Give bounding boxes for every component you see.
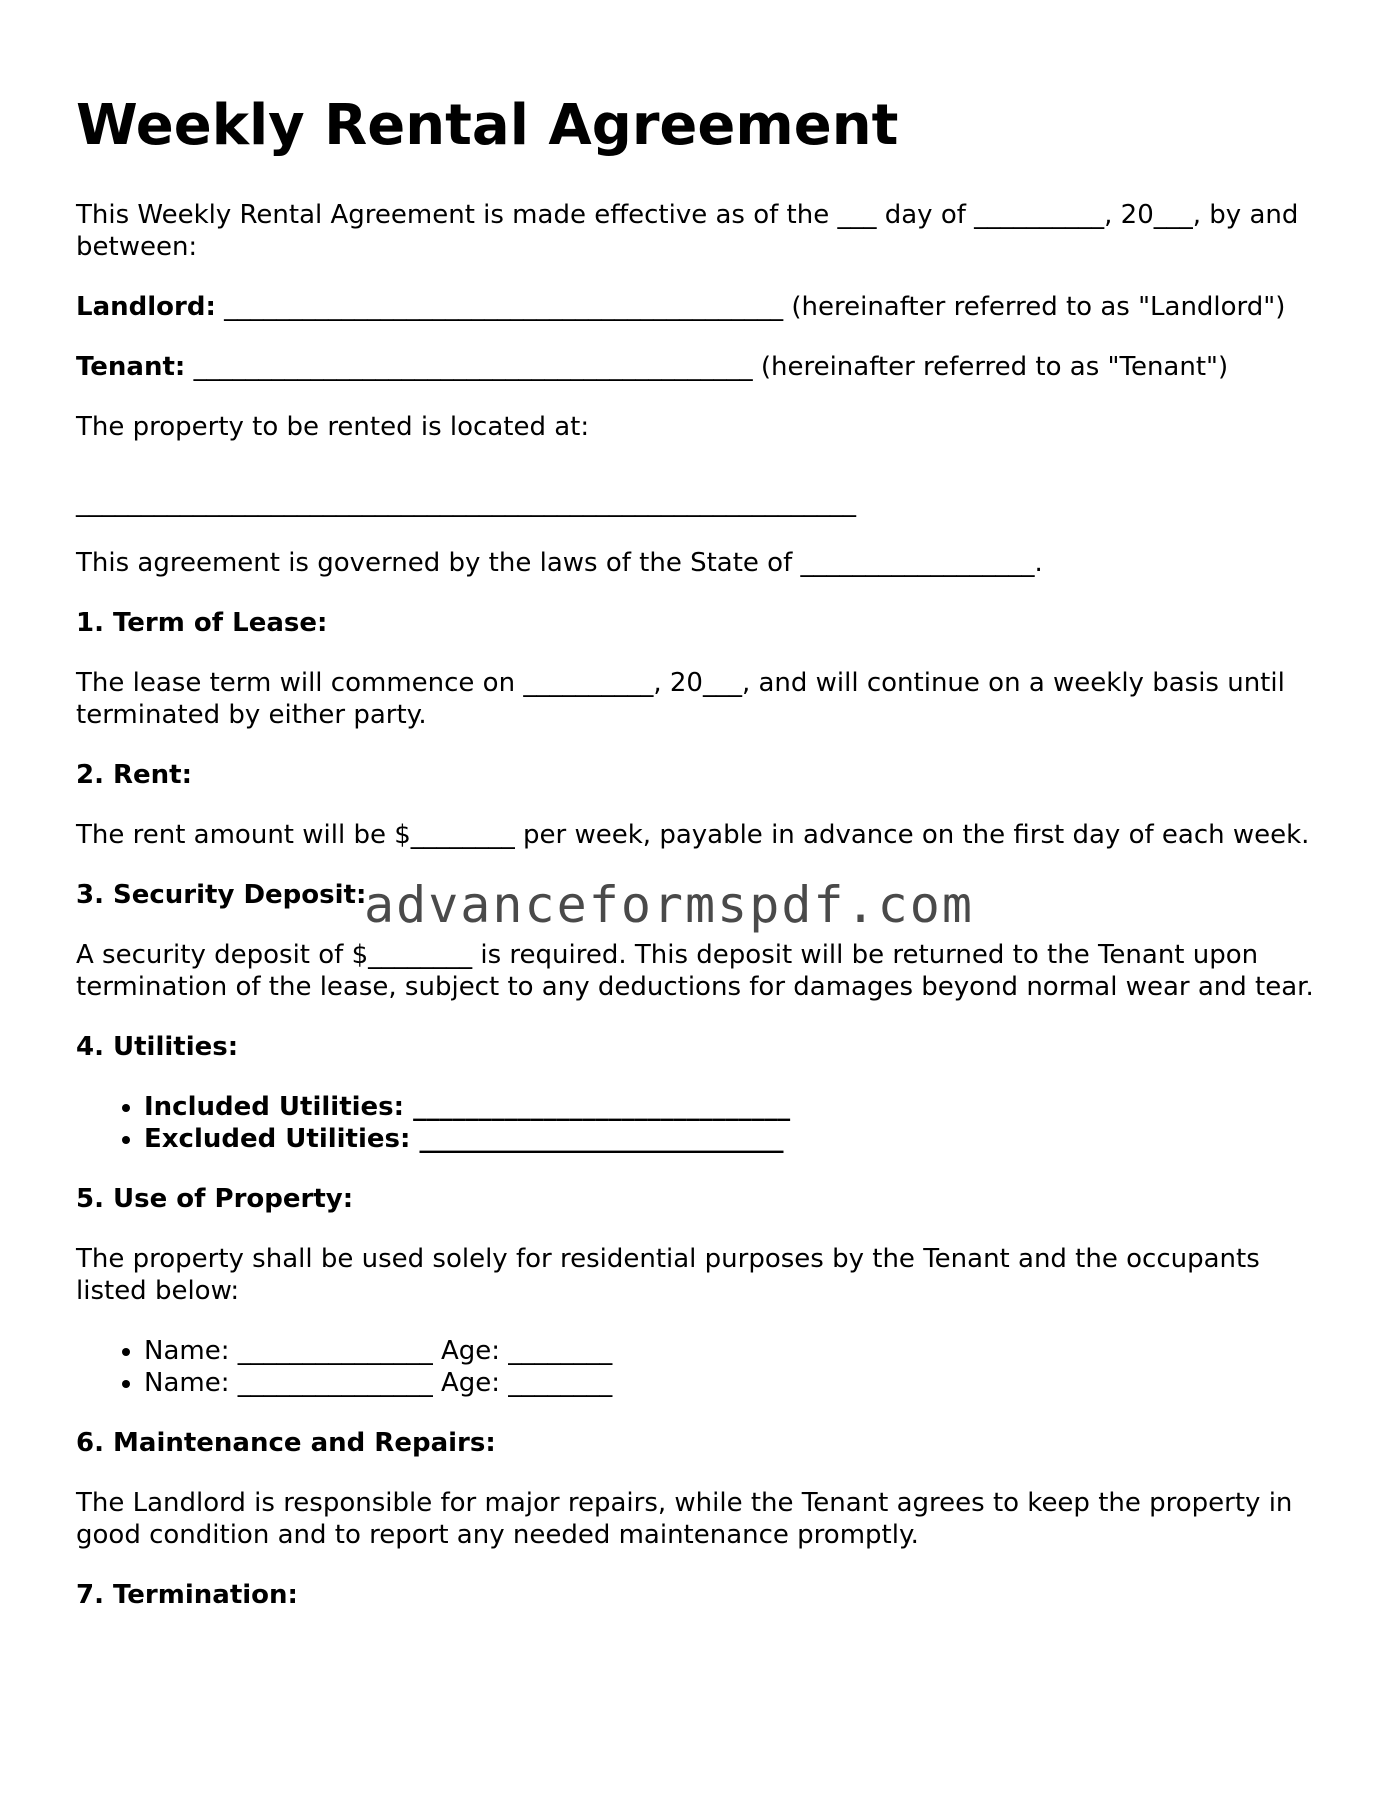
section-body-rent: The rent amount will be $________ per week, payable in advance on the first day of each week.: [76, 820, 1310, 851]
utility-field: _____________________________: [404, 1092, 791, 1123]
property-intro: The property to be rented is located at:: [76, 412, 590, 443]
intro-paragraph: This Weekly Rental Agreement is made effective as of the ___ day of __________, 20___, by and between:: [76, 200, 1299, 263]
utilities-list: [76, 1091, 1326, 1155]
watermark-text: advanceformspdf.com: [364, 876, 974, 934]
section-heading-use: 5. Use of Property:: [76, 1184, 354, 1215]
governing-law: This agreement is governed by the laws of the State of __________________.: [76, 548, 1043, 579]
tenant-line: [76, 351, 1326, 383]
section-body-maintenance: The Landlord is responsible for major repairs, while the Tenant agrees to keep the property in good condition and to report any needed maintenance promptly.: [76, 1488, 1293, 1551]
list-item: [144, 1123, 1326, 1155]
landlord-field: ___________________________________________ (hereinafter referred to as "Landlord"): [215, 292, 1286, 323]
section-heading-maintenance: 6. Maintenance and Repairs:: [76, 1428, 496, 1459]
utility-label: Included Utilities:: [144, 1092, 405, 1123]
section-heading-deposit: 3. Security Deposit:: [76, 880, 367, 911]
utility-label: Excluded Utilities:: [144, 1124, 411, 1155]
document-page: [76, 92, 1326, 1639]
section-heading-rent: 2. Rent:: [76, 760, 193, 791]
list-item: • Name: _______________ Age: ________: [144, 1335, 1326, 1367]
document-title: Weekly Rental Agreement: [76, 93, 899, 158]
occupants-list: [76, 1335, 1326, 1399]
tenant-label: Tenant:: [76, 352, 186, 383]
list-item: [144, 1091, 1326, 1123]
section-body-term: The lease term will commence on __________, 20___, and will continue on a weekly basis until terminated by either party.: [76, 668, 1285, 731]
landlord-line: [76, 291, 1326, 323]
section-body-deposit: A security deposit of $________ is required. This deposit will be returned to the Tenant upon termination of the lease, subject to any deductions for damages beyond normal wear and tear.: [76, 940, 1314, 1003]
utility-field: ____________________________: [410, 1124, 784, 1155]
section-heading-termination: 7. Termination:: [76, 1580, 298, 1611]
section-heading-utilities: 4. Utilities:: [76, 1032, 239, 1063]
section-body-use: The property shall be used solely for residential purposes by the Tenant and the occupants listed below:: [76, 1244, 1260, 1307]
list-item: • Name: _______________ Age: ________: [144, 1367, 1326, 1399]
section-heading-term: 1. Term of Lease:: [76, 608, 328, 639]
tenant-field: ___________________________________________ (hereinafter referred to as "Tenant"): [185, 352, 1229, 383]
landlord-label: Landlord:: [76, 292, 216, 323]
property-address-line: ____________________________________________________________: [76, 488, 856, 519]
